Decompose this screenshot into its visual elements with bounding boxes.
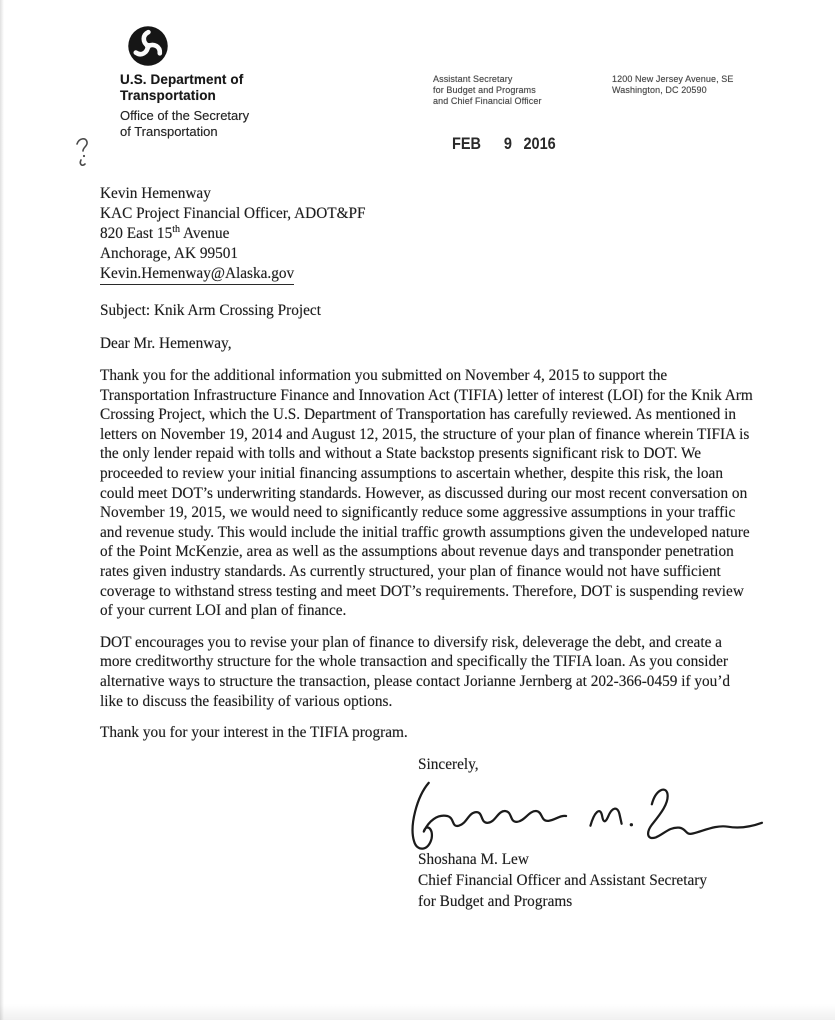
signer-title-line-1: Chief Financial Officer and Assistant Secretary [418, 871, 707, 889]
recipient-city: Anchorage, AK 99501 [100, 245, 239, 262]
street-name: Avenue [180, 225, 230, 242]
body-paragraph-2: DOT encourages you to revise your plan of finance to diversify risk, deleverage the debt, and create a more creditworthy structure for the whole transaction and specifically the TIFIA loan. As you consider alternative ways to structure the transaction, please contact Jorianne Jernberg at 202-366-0459 if you’d like to discuss the feasibility of various options. [100, 633, 731, 710]
recipient-title: KAC Project Financial Officer, ADOT&PF [100, 205, 366, 222]
recipient-street [100, 224, 754, 244]
recipient-address-block [100, 184, 754, 285]
office-line-1: Office of the Secretary [120, 108, 250, 123]
official-title-line-1: Assistant Secretary [433, 74, 513, 84]
letterhead-hq-address [612, 74, 734, 96]
hq-address-line-2: Washington, DC 20590 [612, 85, 707, 95]
signer-title-line-2: for Budget and Programs [418, 892, 573, 910]
signer-name: Shoshana M. Lew [418, 850, 529, 868]
agency-line-1: U.S. Department of [120, 72, 244, 87]
street-ordinal-suffix: th [172, 223, 181, 235]
handwritten-mark-icon [73, 135, 95, 171]
street-number: 820 East 15 [100, 225, 173, 242]
salutation: Dear Mr. Hemenway, [100, 335, 232, 352]
letterhead-office-name [120, 108, 249, 139]
office-line-2: of Transportation [120, 123, 218, 139]
date-stamp-month: FEB [452, 135, 482, 153]
official-title-line-2: for Budget and Programs [433, 85, 536, 95]
letterhead-agency-name [120, 72, 243, 104]
letterhead-official-title [433, 74, 542, 107]
date-stamp-day: 9 [503, 135, 513, 153]
valediction: Sincerely, [418, 755, 479, 773]
letter-body [100, 184, 754, 912]
body-paragraph-1: Thank you for the additional information you submitted on November 4, 2015 to support the Transportation Infrastructure Finance and Innovation Act (TIFIA) letter of interest (LOI) for the Knik Arm Crossing Project, which the U.S. Department of Transportation has carefully reviewed. As mentioned in letters on November 19, 2014 and August 12, 2015, the structure of your plan of finance wherein TIFIA is the only lender repaid with tolls and without a State backstop presents significant risk to DOT. We proceeded to review your initial financing assumptions to ascertain whether, despite this risk, the loan could meet DOT’s underwriting standards. However, as discussed during our most recent conversation on November 19, 2015, we would need to significantly reduce some aggressive assumptions in your traffic and revenue study. This would include the initial traffic growth assumptions given the undeveloped nature of the Point McKenzie, area as well as the assumptions about revenue days and transponder penetration rates given industry standards. As currently structured, your plan of finance would not have sufficient coverage to withstand stress testing and meet DOT’s requirements. Therefore, DOT is suspending review of your current LOI and plan of finance. [100, 367, 753, 620]
date-stamp [452, 135, 556, 154]
date-stamp-year: 2016 [523, 135, 556, 153]
hq-address-line-1: 1200 New Jersey Avenue, SE [612, 74, 734, 84]
subject-line: Subject: Knik Arm Crossing Project [100, 302, 321, 319]
recipient-name: Kevin Hemenway [100, 185, 211, 202]
closing-block [418, 755, 754, 912]
body-paragraph-3: Thank you for your interest in the TIFIA program. [100, 724, 408, 742]
recipient-email: Kevin.Hemenway@Alaska.gov [100, 264, 294, 285]
agency-line-2: Transportation [120, 88, 216, 103]
us-dot-logo-icon [127, 25, 169, 67]
official-title-line-3: and Chief Financial Officer [433, 96, 542, 106]
handwritten-signature-icon [402, 777, 774, 853]
signer-block [418, 849, 754, 912]
